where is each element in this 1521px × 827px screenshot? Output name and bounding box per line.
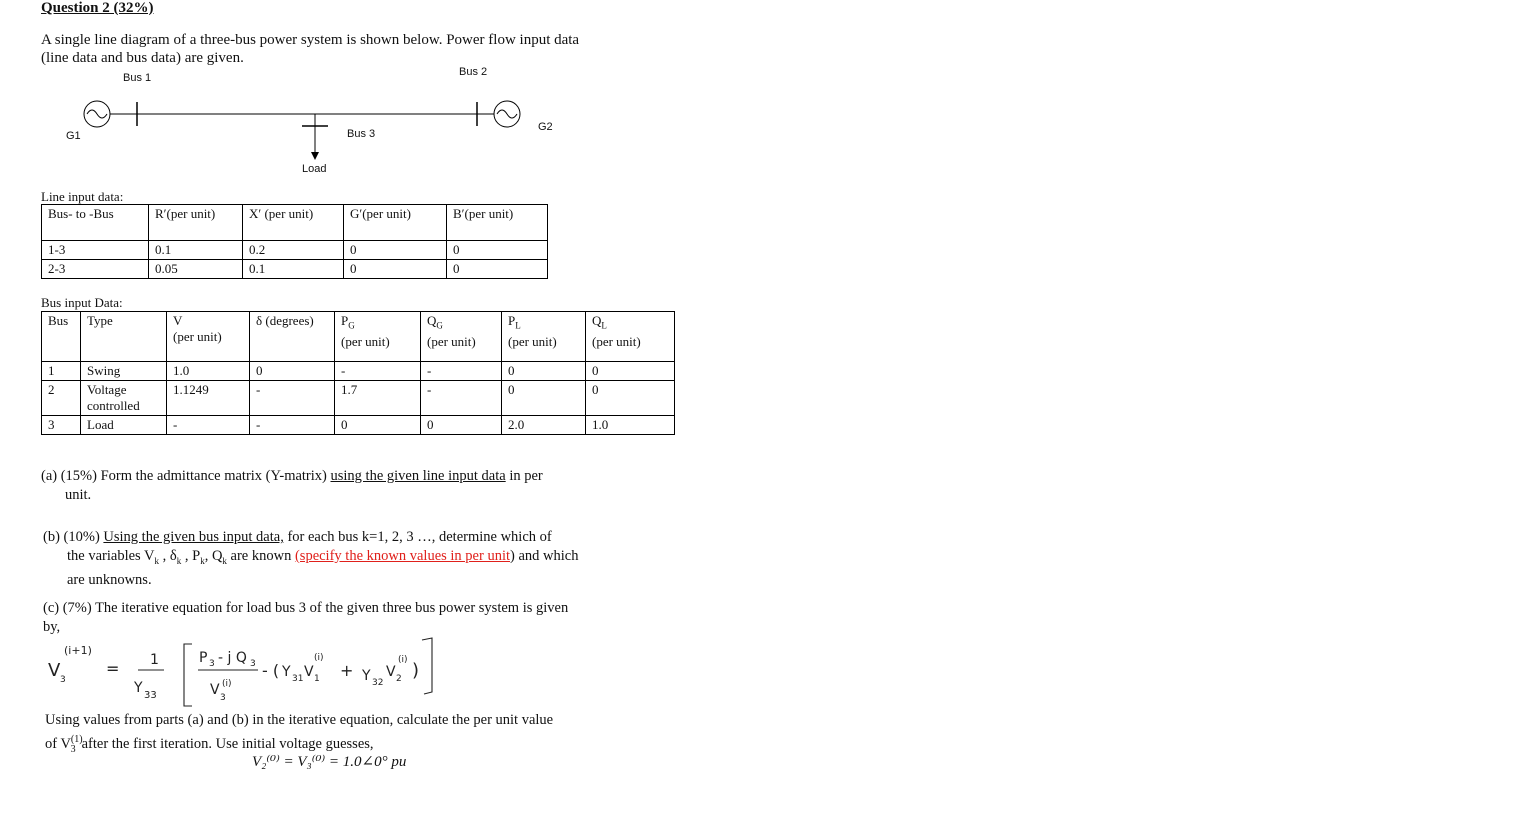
- svg-text:(i): (i): [222, 679, 232, 689]
- part-b-prefix: (b) (10%): [43, 529, 104, 545]
- intro-line-1: A single line diagram of a three-bus power system is shown below. Power flow input data: [41, 32, 580, 48]
- svg-text:3: 3: [209, 659, 215, 669]
- header-line: (per unit): [508, 333, 557, 349]
- part-b-red-text: (specify the known values in per unit: [294, 548, 510, 564]
- svg-text:(i): (i): [314, 653, 324, 663]
- sub-k: k: [176, 555, 182, 566]
- col-header-v: [167, 312, 250, 362]
- header-sym: Q: [427, 313, 437, 328]
- bus-data-row: [42, 381, 675, 416]
- line-data-header-row: [42, 205, 548, 241]
- txt: , P: [181, 548, 201, 564]
- svg-text:- (: - (: [262, 661, 280, 680]
- cell-line: controlled: [87, 398, 140, 413]
- question-title: Question 2 (32%): [41, 0, 154, 16]
- cell: Load: [81, 416, 167, 435]
- svg-text:=: =: [106, 659, 120, 678]
- svg-text:2: 2: [396, 674, 402, 684]
- header-sym: Q: [592, 313, 602, 328]
- part-c: [43, 599, 643, 637]
- part-a: [41, 467, 641, 505]
- cell: 0.2: [243, 241, 344, 260]
- cell: 0.05: [149, 260, 243, 279]
- cell: 0.1: [149, 241, 243, 260]
- label-bus-3: Bus 3: [347, 128, 376, 140]
- part-a-line-1: [41, 467, 641, 486]
- cell: -: [167, 416, 250, 435]
- svg-text:(i+1): (i+1): [64, 644, 92, 657]
- generator-g1-symbol: [84, 101, 137, 127]
- sub-k: k: [200, 555, 205, 566]
- part-a-underlined: using the given line input data: [330, 468, 506, 484]
- header-line: [427, 313, 495, 334]
- cell: 2-3: [42, 260, 149, 279]
- bus-data-row: [42, 416, 675, 435]
- label-bus-1: Bus 1: [123, 72, 152, 84]
- line-data-table: [41, 204, 548, 279]
- label-g2: G2: [538, 121, 553, 133]
- svg-text:3: 3: [250, 659, 256, 669]
- txt: , δ: [159, 548, 177, 564]
- col-header-g: G′(per unit): [344, 205, 447, 241]
- label-bus-2: Bus 2: [459, 66, 488, 78]
- cell: 1-3: [42, 241, 149, 260]
- header-sub: L: [601, 320, 607, 331]
- header-sub: L: [515, 320, 521, 331]
- initial-voltage-guess: V₂⁽⁰⁾ = V₃⁽⁰⁾ = 1.0∠0° pu: [252, 754, 407, 770]
- cell: 0: [502, 381, 586, 416]
- part-b-line-2: [43, 547, 643, 571]
- cell: 3: [42, 416, 81, 435]
- cell: 0: [335, 416, 421, 435]
- svg-text:Y: Y: [134, 680, 143, 696]
- cell: -: [421, 362, 502, 381]
- header-line: V: [173, 313, 183, 328]
- part-c-line-1: (c) (7%) The iterative equation for load bus 3 of the given three bus power system is given: [43, 600, 569, 616]
- svg-text:V: V: [48, 660, 61, 681]
- txt: the variables V: [67, 548, 155, 564]
- cell: [81, 381, 167, 416]
- svg-text:Y: Y: [362, 668, 371, 684]
- generator-g2-symbol: [477, 101, 520, 127]
- header-line: (per unit): [427, 333, 476, 349]
- svg-text:31: 31: [292, 674, 304, 684]
- svg-text:1: 1: [150, 652, 159, 668]
- cell: 0: [344, 260, 447, 279]
- part-b: [43, 528, 643, 590]
- cell: 2: [42, 381, 81, 416]
- label-load: Load: [302, 163, 327, 175]
- part-b-line-1: [43, 528, 643, 547]
- txt: , Q: [204, 548, 223, 564]
- cell: -: [250, 416, 335, 435]
- header-line: (per unit): [341, 333, 390, 349]
- col-header-delta: δ (degrees): [250, 312, 335, 362]
- col-header-r: R′(per unit): [149, 205, 243, 241]
- txt: after the first iteration. Use initial voltage guesses,: [81, 735, 374, 752]
- col-header-bus: Bus: [42, 312, 81, 362]
- col-header-type: Type: [81, 312, 167, 362]
- bus-data-header-row: [42, 312, 675, 362]
- col-header-pl: [502, 312, 586, 362]
- label-g1: G1: [66, 130, 81, 142]
- txt: of V: [45, 735, 71, 752]
- cell: 0: [250, 362, 335, 381]
- cell: 2.0: [502, 416, 586, 435]
- header-line: [341, 313, 414, 334]
- header-line: (per unit): [592, 333, 641, 349]
- svg-text:1: 1: [314, 674, 320, 684]
- txt: ) and which: [510, 548, 579, 564]
- part-a-line-2: unit.: [65, 487, 92, 503]
- part-c-line-2: by,: [43, 619, 61, 635]
- cell: 1.0: [586, 416, 675, 435]
- svg-text:3: 3: [60, 675, 66, 685]
- line-data-row: [42, 241, 548, 260]
- cell: -: [335, 362, 421, 381]
- cell: 0.1: [243, 260, 344, 279]
- col-header-pg: [335, 312, 421, 362]
- col-header-qg: [421, 312, 502, 362]
- cell: 0: [344, 241, 447, 260]
- header-sub: G: [348, 320, 355, 331]
- part-a-suffix: in per: [505, 468, 543, 484]
- svg-text:- j Q: - j Q: [218, 650, 247, 666]
- cell: 0: [447, 241, 548, 260]
- svg-text:33: 33: [144, 690, 157, 701]
- part-c-after-line-1: Using values from parts (a) and (b) in the iterative equation, calculate the per unit value: [45, 712, 554, 728]
- sup-iter: (1): [70, 734, 83, 745]
- header-line: [592, 313, 668, 334]
- svg-text:V: V: [210, 682, 220, 698]
- cell: 0: [421, 416, 502, 435]
- txt: are known: [226, 548, 295, 564]
- cell: -: [421, 381, 502, 416]
- cell: 1: [42, 362, 81, 381]
- part-b-line-3: are unknowns.: [67, 571, 152, 588]
- bus-data-row: [42, 362, 675, 381]
- svg-text:V: V: [304, 664, 314, 680]
- header-sym: P: [508, 313, 516, 328]
- cell: 1.0: [167, 362, 250, 381]
- cell: 0: [502, 362, 586, 381]
- header-line: [508, 313, 579, 334]
- col-header-bus-to-bus: Bus- to -Bus: [42, 205, 149, 241]
- part-b-underlined: Using the given bus input data,: [103, 529, 284, 545]
- cell: Swing: [81, 362, 167, 381]
- col-header-ql: [586, 312, 675, 362]
- header-sym: P: [341, 313, 349, 328]
- load-arrow: [311, 152, 319, 160]
- svg-text:): ): [412, 660, 420, 681]
- header-line: (per unit): [173, 329, 222, 344]
- line-data-label: Line input data:: [41, 189, 124, 204]
- bus-3-symbol: [302, 114, 328, 160]
- intro-line-2: (line data and bus data) are given.: [41, 50, 244, 66]
- cell: -: [250, 381, 335, 416]
- cell: 0: [586, 362, 675, 381]
- header-sub: G: [436, 320, 443, 331]
- bus-data-table: [41, 311, 675, 435]
- part-b-after: for each bus k=1, 2, 3 …, determine which of: [283, 529, 552, 545]
- part-a-prefix: (a) (15%) Form the admittance matrix (Y-matrix): [41, 468, 331, 484]
- cell: 0: [586, 381, 675, 416]
- svg-text:3: 3: [220, 693, 226, 703]
- sub-k: k: [222, 555, 227, 566]
- svg-text:32: 32: [372, 678, 384, 688]
- col-header-x: X′ (per unit): [243, 205, 344, 241]
- cell-line: Voltage: [87, 382, 127, 397]
- svg-text:(i): (i): [398, 655, 408, 665]
- sub-k: k: [154, 555, 160, 566]
- cell: 0: [447, 260, 548, 279]
- cell: 1.1249: [167, 381, 250, 416]
- cell: 1.7: [335, 381, 421, 416]
- svg-text:V: V: [386, 664, 396, 680]
- svg-text:+: +: [340, 661, 354, 680]
- line-data-row: [42, 260, 548, 279]
- svg-text:P: P: [199, 650, 208, 666]
- handwritten-iterative-equation: [40, 636, 470, 712]
- bus-data-label: Bus input Data:: [41, 295, 123, 310]
- svg-text:Y: Y: [282, 664, 291, 680]
- sub-bus: 3: [70, 743, 76, 755]
- col-header-b: B′(per unit): [447, 205, 548, 241]
